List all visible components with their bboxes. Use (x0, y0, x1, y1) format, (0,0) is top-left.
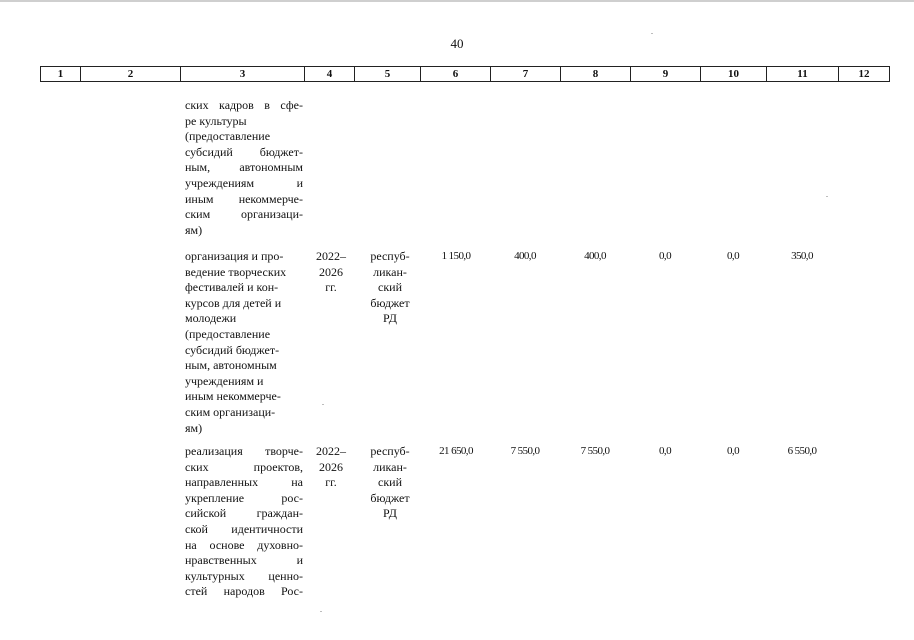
row-2-value-col9: 0,0 (659, 250, 671, 262)
row-2-value-col7: 400,0 (514, 250, 536, 262)
row-2-description: организация и про- ведение творческих фестивалей и кон- курсов для детей и молодежи (предоставление субсидий бюджет- ным, автономным учреждениям и иным некоммерче- ским организаци- ям) (185, 249, 287, 435)
row-2-value-col11: 350,0 (791, 250, 813, 262)
scan-top-edge (0, 0, 914, 2)
row-2-value-col10: 0,0 (727, 250, 739, 262)
row-2-value-col8: 400,0 (584, 250, 606, 262)
column-header-2: 2 (80, 67, 180, 81)
scan-speck (322, 404, 324, 405)
table-header-row (40, 66, 890, 82)
row-1-description: ских кадров в сфе- ре культуры (предоставление субсидий бюджет- ным, автономным учреждениям и иным некоммерче- ским организаци- ям) (185, 98, 303, 237)
row-3-description: реализация творче- ских проектов, направленных на укрепление рос- сийской граждан- ской идентичности на основе духовно- нравственных и культурных ценно- стей народов Рос- (185, 444, 303, 599)
column-header-6: 6 (420, 67, 490, 81)
row-3-value-col10: 0,0 (727, 445, 739, 457)
row-2-period: 2022– 2026 гг. (316, 249, 346, 295)
column-header-9: 9 (630, 67, 700, 81)
row-2-value-col6: 1 150,0 (441, 250, 471, 262)
column-header-7: 7 (490, 67, 560, 81)
row-3-value-col8: 7 550,0 (580, 445, 610, 457)
column-header-12: 12 (838, 67, 890, 81)
row-3-period: 2022– 2026 гг. (316, 444, 346, 490)
row-3-value-col7: 7 550,0 (510, 445, 540, 457)
scan-speck (320, 611, 322, 612)
row-3-value-col6: 21 650,0 (439, 445, 473, 457)
column-header-11: 11 (766, 67, 838, 81)
column-header-4: 4 (304, 67, 354, 81)
scan-speck (826, 196, 828, 197)
column-header-10: 10 (700, 67, 766, 81)
row-3-value-col9: 0,0 (659, 445, 671, 457)
column-header-8: 8 (560, 67, 630, 81)
page-number: 40 (450, 36, 464, 51)
column-header-3: 3 (180, 67, 304, 81)
row-3-value-col11: 6 550,0 (787, 445, 817, 457)
column-header-5: 5 (354, 67, 420, 81)
column-header-1: 1 (40, 67, 80, 81)
row-3-funding-source: респуб- ликан- ский бюджет РД (370, 444, 410, 521)
row-2-funding-source: респуб- ликан- ский бюджет РД (370, 249, 410, 326)
scan-speck (651, 33, 653, 34)
